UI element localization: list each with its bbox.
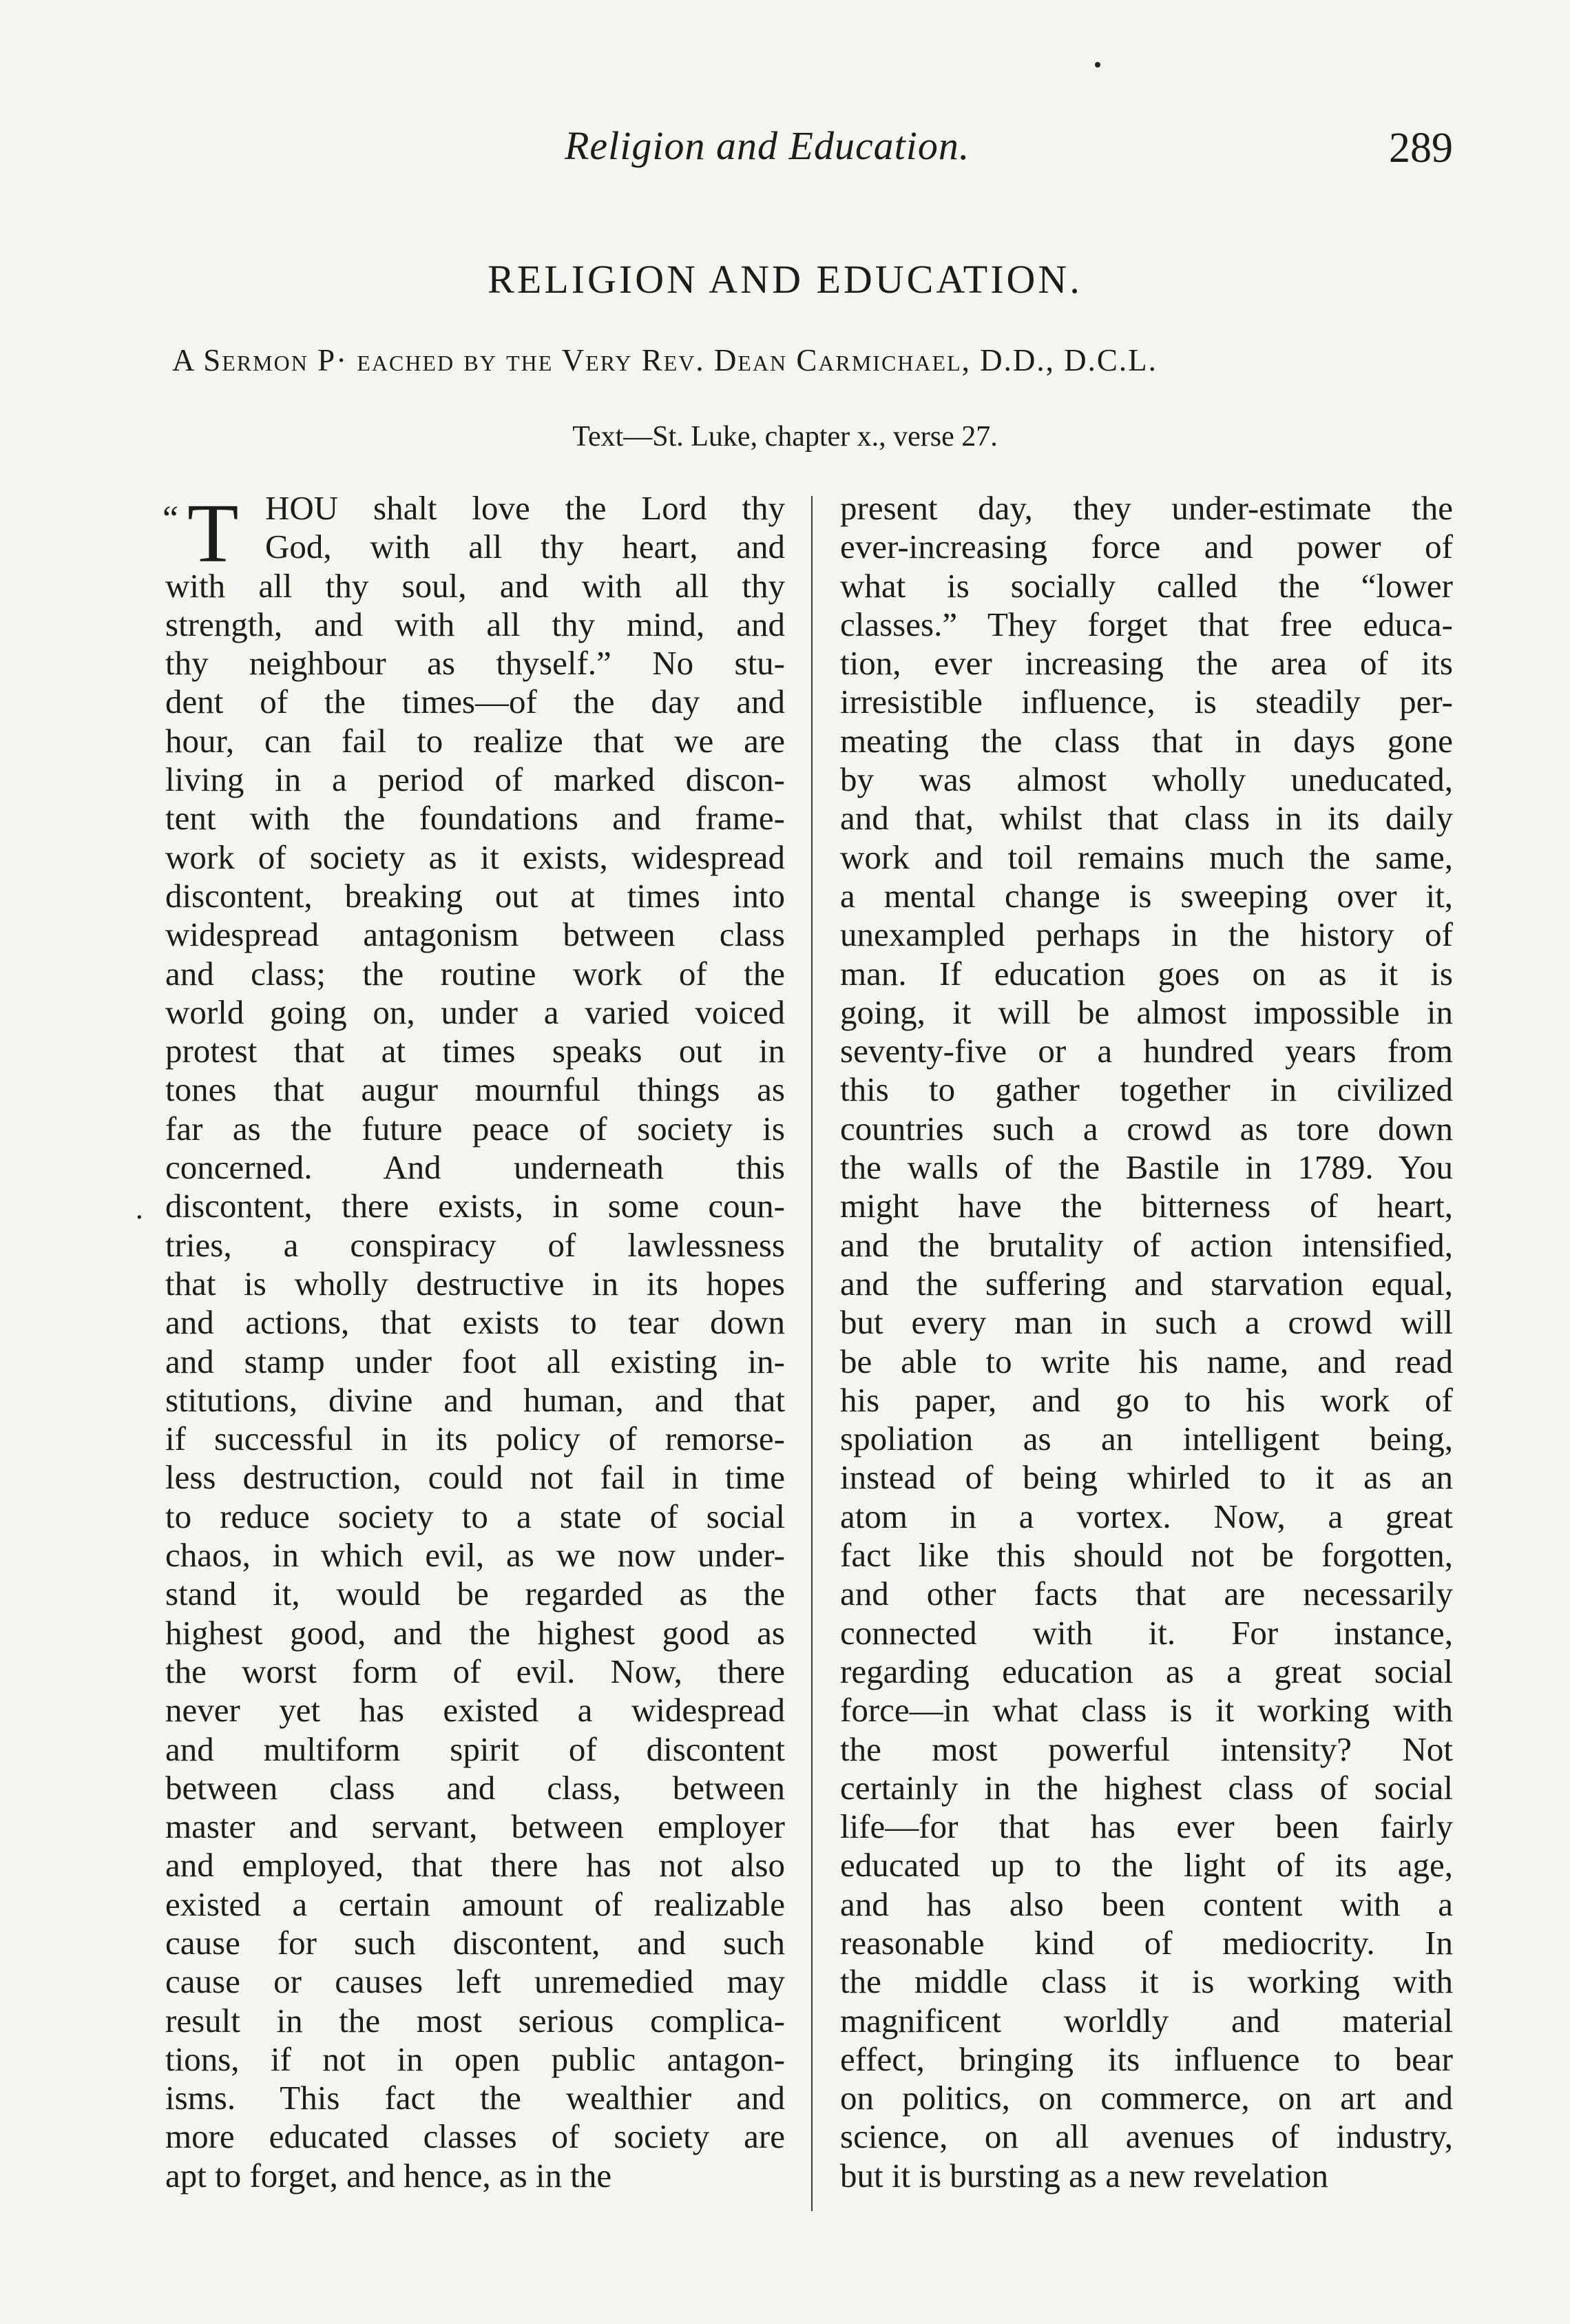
text-line: force—in what class is it working with [840, 1691, 1453, 1730]
text-line: but every man in such a crowd will [840, 1303, 1453, 1342]
text-line: God, with all thy heart, and [265, 528, 785, 566]
text-line: protest that at times speaks out in [165, 1032, 785, 1070]
text-line: dent of the times—of the day and [165, 683, 785, 721]
article-subtitle: A Sermon P· eached by the Very Rev. Dean Carmichael, D.D., D.C.L. [172, 343, 1158, 377]
text-line: cause for such discontent, and such [165, 1923, 785, 1962]
text-line: this to gather together in civilized [840, 1070, 1453, 1109]
text-line: hour, can fail to realize that we are [165, 721, 785, 760]
text-line: on politics, on commerce, on art and [840, 2079, 1453, 2117]
ink-speck [1095, 62, 1100, 68]
text-line: concerned. And underneath this [165, 1148, 785, 1187]
text-line: with all thy soul, and with all thy [165, 566, 785, 605]
text-line: and employed, that there has not also [165, 1846, 785, 1885]
text-line: between class and class, between [165, 1768, 785, 1807]
text-line: if successful in its policy of remorse- [165, 1420, 785, 1458]
text-line: man. If education goes on as it is [840, 954, 1453, 993]
text-line: be able to write his name, and read [840, 1342, 1453, 1380]
margin-dot: · [135, 1202, 144, 1234]
text-line: tions, if not in open public antagon- [165, 2040, 785, 2078]
text-line: result in the most serious complica- [165, 2001, 785, 2040]
text-line: effect, bringing its influence to bear [840, 2040, 1453, 2078]
text-line: fact like this should not be forgotten, [840, 1536, 1453, 1575]
text-line: irresistible influence, is steadily per- [840, 683, 1453, 721]
text-line: might have the bitterness of heart, [840, 1187, 1453, 1225]
text-line: master and servant, between employer [165, 1807, 785, 1846]
text-line: life—for that has ever been fairly [840, 1807, 1453, 1846]
text-line: less destruction, could not fail in time [165, 1458, 785, 1497]
text-line: meating the class that in days gone [840, 721, 1453, 760]
text-line: and the brutality of action intensified, [840, 1225, 1453, 1264]
text-line: tent with the foundations and frame- [165, 799, 785, 838]
text-line: tones that augur mournful things as [165, 1070, 785, 1109]
text-line: never yet has existed a widespread [165, 1691, 785, 1730]
text-line: seventy-five or a hundred years from [840, 1032, 1453, 1070]
text-line: his paper, and go to his work of [840, 1380, 1453, 1419]
text-line: discontent, breaking out at times into [165, 876, 785, 915]
text-line: and other facts that are necessarily [840, 1575, 1453, 1613]
text-line: apt to forget, and hence, as in the [165, 2156, 612, 2195]
text-line: that is wholly destructive in its hopes [165, 1264, 785, 1303]
right-column [840, 489, 1453, 2195]
text-line: more educated classes of society are [165, 2117, 785, 2156]
text-line: tion, ever increasing the area of its [840, 644, 1453, 683]
text-line: unexampled perhaps in the history of [840, 915, 1453, 954]
text-line: cause or causes left unremedied may [165, 1962, 785, 2001]
text-line: and actions, that exists to tear down [165, 1303, 785, 1342]
text-line: work and toil remains much the same, [840, 838, 1453, 876]
text-line: connected with it. For instance, [840, 1613, 1453, 1652]
text-line: the worst form of evil. Now, there [165, 1652, 785, 1690]
text-line: and that, whilst that class in its daily [840, 799, 1453, 838]
drop-cap: T [187, 487, 239, 580]
text-line: thy neighbour as thyself.” No stu- [165, 644, 785, 683]
text-line: present day, they under-estimate the [840, 489, 1453, 527]
text-line: far as the future peace of society is [165, 1109, 785, 1148]
text-line: highest good, and the highest good as [165, 1613, 785, 1652]
text-line: classes.” They forget that free educa- [840, 605, 1453, 643]
text-line: the most powerful intensity? Not [840, 1730, 1453, 1768]
text-line: regarding education as a great social [840, 1652, 1453, 1690]
text-line: instead of being whirled to it as an [840, 1458, 1453, 1497]
text-line: but it is bursting as a new revelation [840, 2156, 1328, 2195]
text-line: ever-increasing force and power of [840, 528, 1453, 566]
text-line: and the suffering and starvation equal, [840, 1264, 1453, 1303]
page-number: 289 [1389, 125, 1453, 172]
text-line: discontent, there exists, in some coun- [165, 1187, 785, 1225]
text-line: stitutions, divine and human, and that [165, 1380, 785, 1419]
text-line: and has also been content with a [840, 1885, 1453, 1923]
text-line: going, it will be almost impossible in [840, 993, 1453, 1031]
text-line: countries such a crowd as tore down [840, 1109, 1453, 1148]
text-reference: Text—St. Luke, chapter x., verse 27. [572, 421, 998, 453]
text-line: and multiform spirit of discontent [165, 1730, 785, 1768]
text-line: magnificent worldly and material [840, 2001, 1453, 2040]
text-line: educated up to the light of its age, [840, 1846, 1453, 1885]
text-line: and stamp under foot all existing in- [165, 1342, 785, 1380]
text-line: isms. This fact the wealthier and [165, 2079, 785, 2117]
text-line: science, on all avenues of industry, [840, 2117, 1453, 2156]
text-line: spoliation as an intelligent being, [840, 1420, 1453, 1458]
text-line: reasonable kind of mediocrity. In [840, 1923, 1453, 1962]
open-quote-mark: “ [163, 499, 179, 539]
running-title: Religion and Education. [565, 123, 970, 168]
text-line: atom in a vortex. Now, a great [840, 1497, 1453, 1535]
column-rule [811, 496, 813, 2211]
text-line: to reduce society to a state of social [165, 1497, 785, 1535]
article-title: RELIGION AND EDUCATION. [488, 257, 1082, 302]
text-line: chaos, in which evil, as we now under- [165, 1536, 785, 1575]
text-line: work of society as it exists, widespread [165, 838, 785, 876]
text-line: the walls of the Bastile in 1789. You [840, 1148, 1453, 1187]
text-line: by was almost wholly uneducated, [840, 760, 1453, 799]
text-line: world going on, under a varied voiced [165, 993, 785, 1031]
text-line: living in a period of marked discon- [165, 760, 785, 799]
text-line: a mental change is sweeping over it, [840, 876, 1453, 915]
text-line: existed a certain amount of realizable [165, 1885, 785, 1923]
left-column [165, 489, 785, 2195]
text-line: certainly in the highest class of social [840, 1768, 1453, 1807]
text-line: HOU shalt love the Lord thy [265, 489, 785, 527]
text-line: what is socially called the “lower [840, 566, 1453, 605]
text-line: and class; the routine work of the [165, 954, 785, 993]
text-line: tries, a conspiracy of lawlessness [165, 1225, 785, 1264]
text-line: stand it, would be regarded as the [165, 1575, 785, 1613]
text-line: the middle class it is working with [840, 1962, 1453, 2001]
text-line: strength, and with all thy mind, and [165, 605, 785, 643]
text-line: widespread antagonism between class [165, 915, 785, 954]
